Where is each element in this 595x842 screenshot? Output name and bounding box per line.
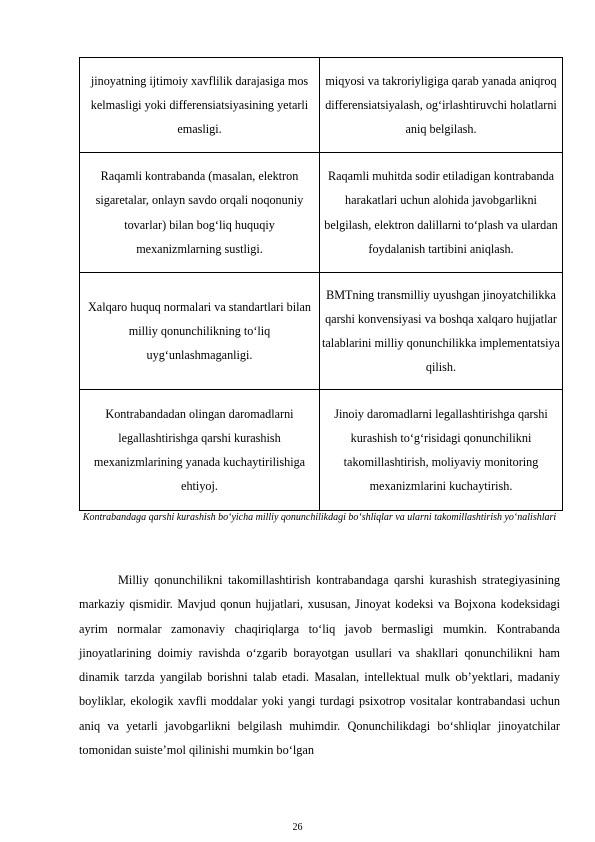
table-cell-solution: Raqamli muhitda sodir etiladigan kontrabanda harakatlari uchun alohida javobgarlikni belgilash, elektron dalillarni toʻplash va ulardan foydalanish tartibini aniqlash. [320,153,563,273]
table-cell-solution: Jinoiy daromadlarni legallashtirishga qarshi kurashish toʻgʻrisidagi qonunchilikni takomillashtirish, moliyaviy monitoring mexanizmlarini kuchaytirish. [320,390,563,511]
table-caption: Kontrabandaga qarshi kurashish boʻyicha milliy qonunchilikdagi boʻshliqlar va ularni takomillashtirish yoʻnalishlari [82,512,557,523]
table-row [80,273,563,390]
body-paragraph: Milliy qonunchilikni takomillashtirish kontrabandaga qarshi kurashish strategiyasining markaziy qismidir. Mavjud qonun hujjatlari, xususan, Jinoyat kodeksi va Bojxona kodeksidagi ayrim normalar zamonaviy chaqiriqlarga toʻliq javob bermasligi mumkin. Kontrabanda jinoyatlarining doimiy ravishda oʻzgarib borayotgan usullari va shakllari qonunchilikni ham dinamik tarzda yangilab borishni talab etadi. Masalan, intellektual mulk obʼyektlari, madaniy boyliklar, ekologik xavfli moddalar yoki yangi turdagi psixotrop vositalar kontrabandasi uchun aniq va yetarli javobgarlikni belgilash muhimdir. Qonunchilikdagi boʻshliqlar jinoyatchilar tomonidan suisteʼmol qilinishi mumkin boʻlgan [79,573,560,757]
table-cell-solution: miqyosi va takroriyligiga qarab yanada aniqroq differensiatsiyalash, ogʻirlashtiruvchi holatlarni aniq belgilash. [320,58,563,153]
table-row [80,390,563,511]
table-row [80,58,563,153]
gaps-table [79,57,563,511]
table-cell-solution: BMTning transmilliy uyushgan jinoyatchilikka qarshi konvensiyasi va boshqa xalqaro hujjatlar talablarini milliy qonunchilikka implementatsiya qilish. [320,273,563,390]
table-cell-problem: Kontrabandadan olingan daromadlarni legallashtirishga qarshi kurashish mexanizmlarining yanada kuchaytirilishiga ehtiyoj. [80,390,320,511]
table-cell-problem: Xalqaro huquq normalari va standartlari bilan milliy qonunchilikning toʻliq uygʻunlashmaganligi. [80,273,320,390]
table-cell-problem: Raqamli kontrabanda (masalan, elektron sigaretalar, onlayn savdo orqali noqonuniy tovarlar) bilan bogʻliq huquqiy mexanizmlarning sustligi. [80,153,320,273]
table-cell-problem: jinoyatning ijtimoiy xavflilik darajasiga mos kelmasligi yoki differensiatsiyasining yetarli emasligi. [80,58,320,153]
table-row [80,153,563,273]
page-number: 26 [292,822,303,833]
